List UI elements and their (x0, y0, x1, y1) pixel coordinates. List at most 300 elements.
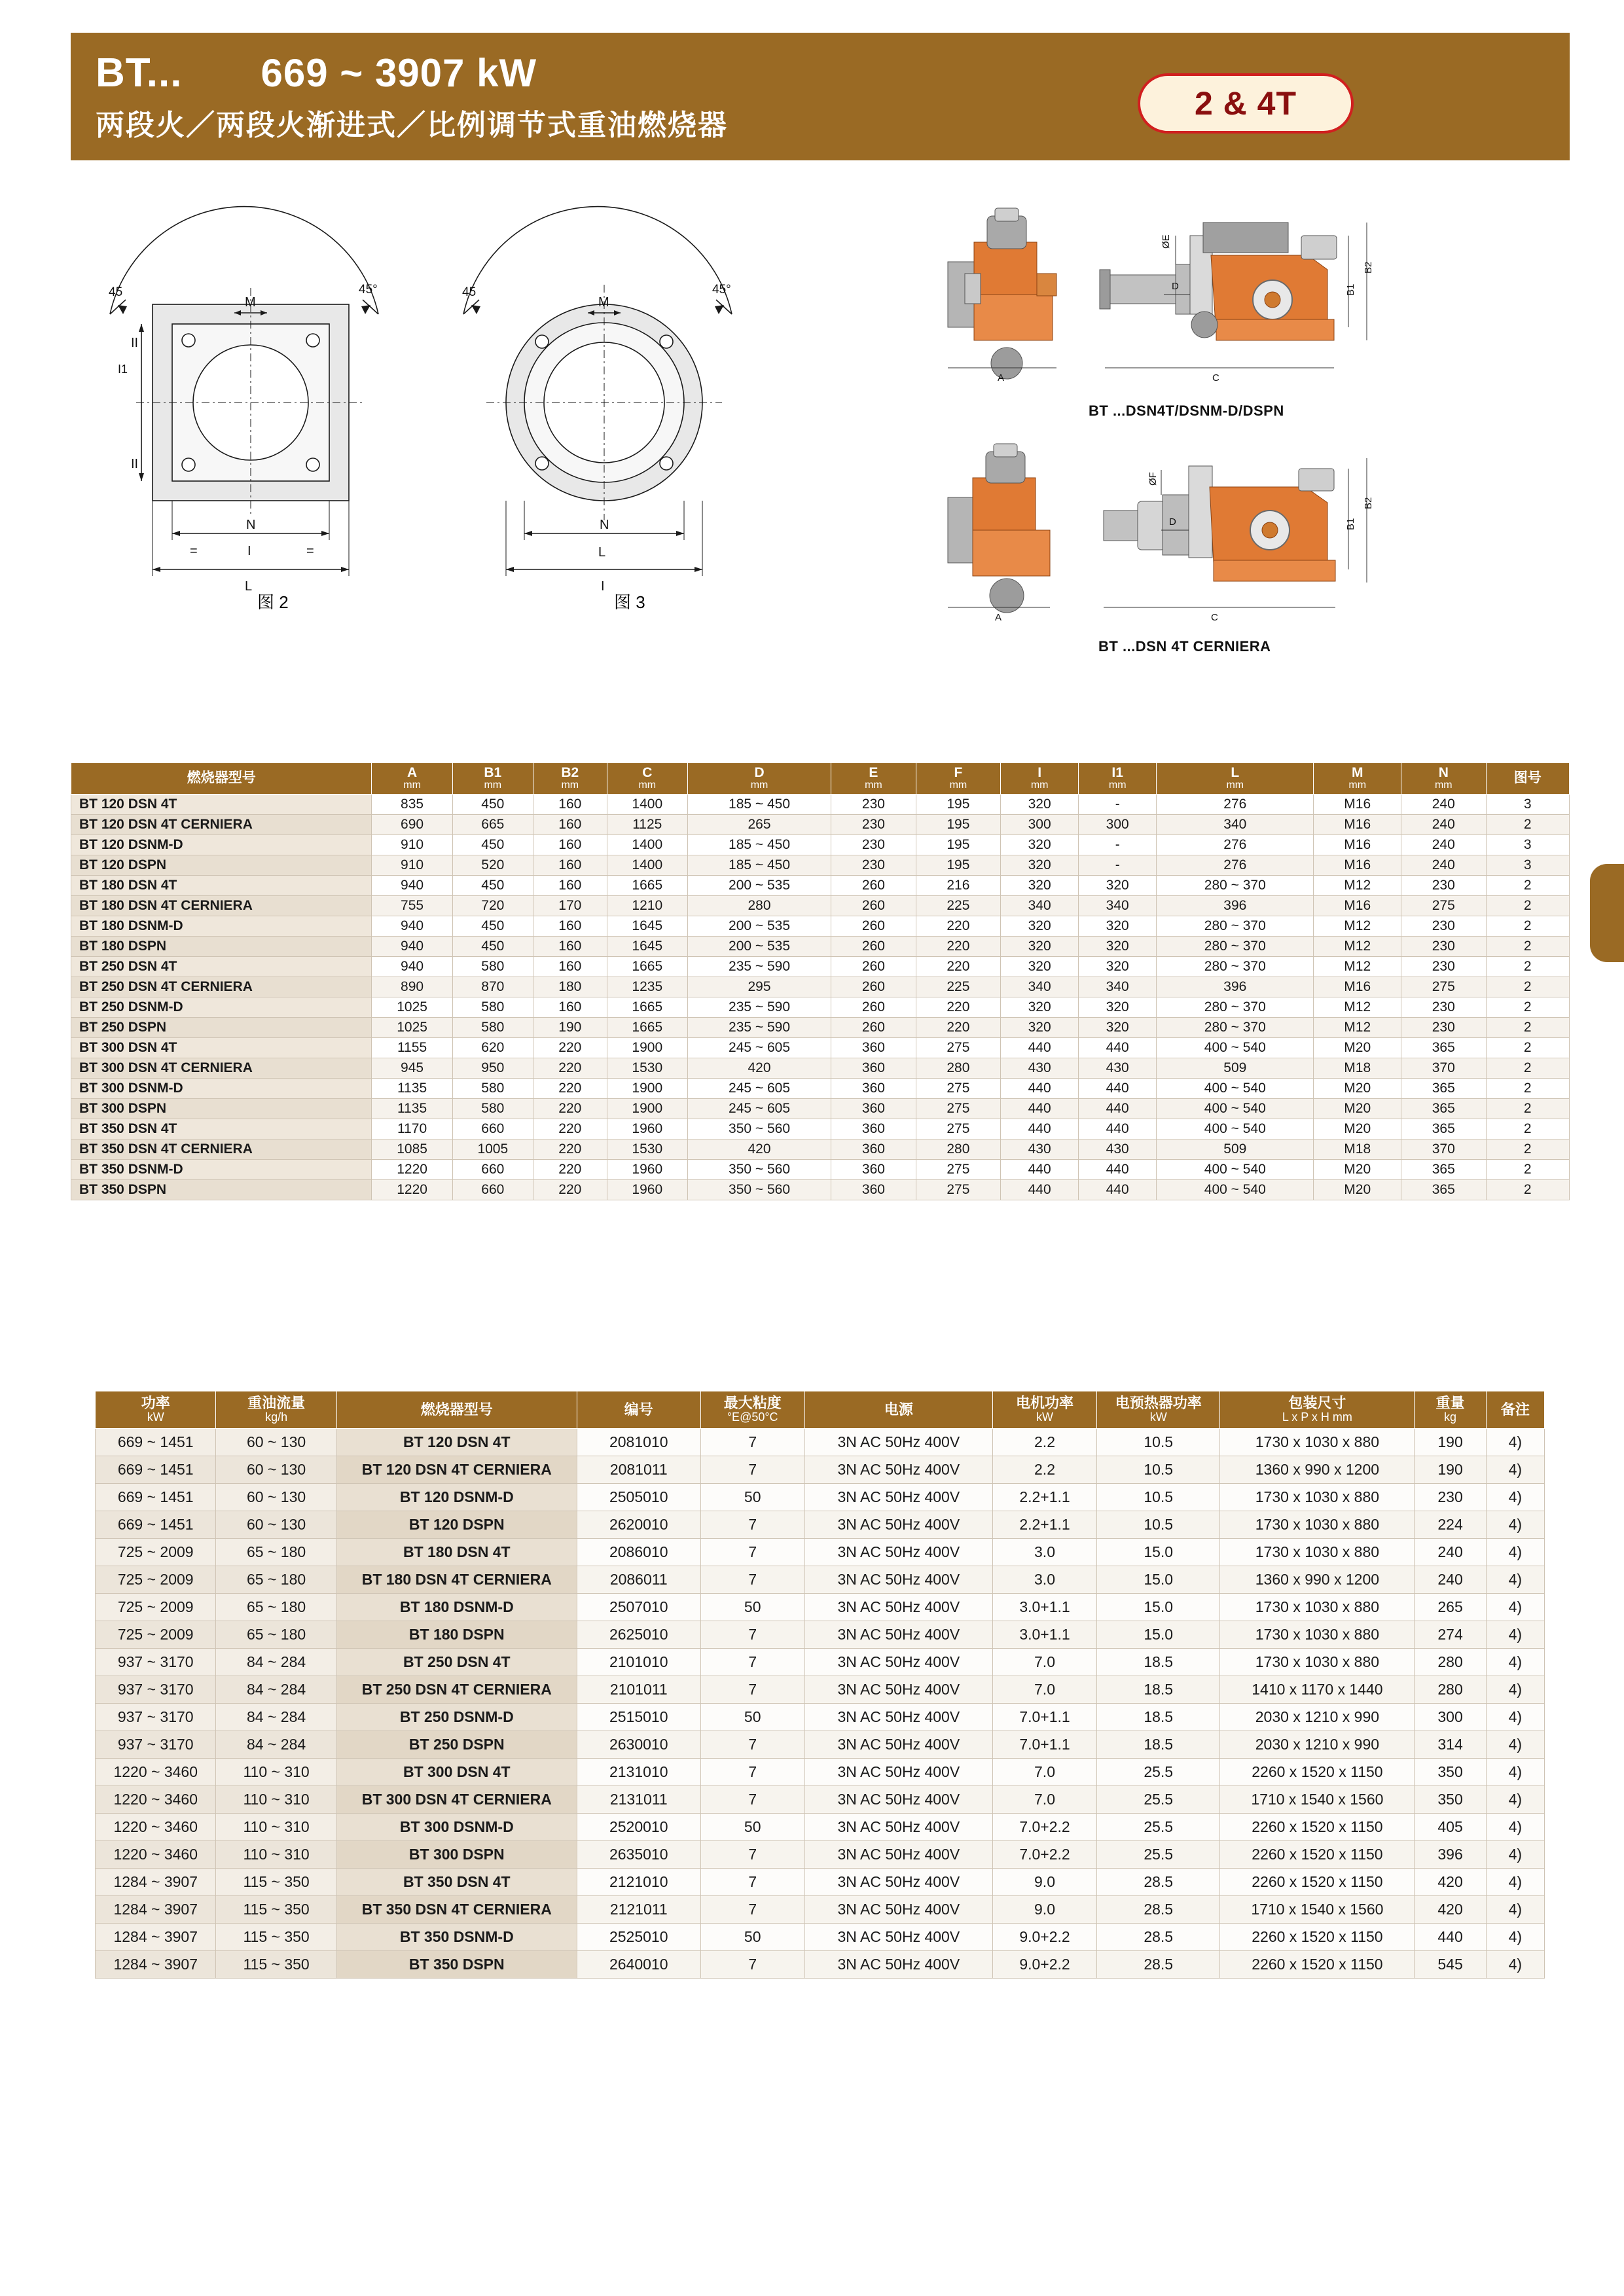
cell-value: 2 (1486, 1119, 1569, 1139)
cell-value: 25.5 (1097, 1758, 1220, 1785)
cell-value: 28.5 (1097, 1895, 1220, 1923)
cell-value: 185 ~ 450 (687, 794, 831, 814)
cell-value: 280 (1415, 1676, 1486, 1703)
cell-value: 275 (1401, 895, 1486, 916)
svg-text:A: A (995, 612, 1002, 623)
cell-value: 2086011 (577, 1566, 700, 1593)
cell-model: BT 180 DSPN (336, 1621, 577, 1648)
cell-value: 7 (700, 1840, 804, 1868)
cell-value: 190 (1415, 1456, 1486, 1483)
fig2-ii-bottom-label: II (131, 457, 139, 471)
cell-value: 15.0 (1097, 1566, 1220, 1593)
cell-value: 2.2+1.1 (992, 1511, 1096, 1538)
cell-value: 870 (452, 977, 533, 997)
cell-value: 7 (700, 1566, 804, 1593)
cell-value: 28.5 (1097, 1923, 1220, 1950)
table-row (96, 1538, 1545, 1566)
cell-value: M12 (1314, 997, 1401, 1017)
cell-value: 1730 x 1030 x 880 (1220, 1483, 1415, 1511)
cell-value: 220 (533, 1179, 607, 1200)
cell-value: 4) (1486, 1511, 1544, 1538)
cell-value: 365 (1401, 1078, 1486, 1098)
cell-model: BT 250 DSPN (71, 1017, 372, 1037)
table-row (71, 1119, 1570, 1139)
table-row (71, 1017, 1570, 1037)
cell-value: - (1079, 855, 1157, 875)
cell-value: 280 ~ 370 (1157, 1017, 1314, 1037)
table-row (96, 1731, 1545, 1758)
cell-value: 509 (1157, 1058, 1314, 1078)
cell-value: 2 (1486, 997, 1569, 1017)
cell-value: 420 (1415, 1868, 1486, 1895)
cell-value: - (1079, 794, 1157, 814)
cell-value: M16 (1314, 855, 1401, 875)
cell-value: 396 (1157, 895, 1314, 916)
cell-value: 3N AC 50Hz 400V (804, 1923, 992, 1950)
cell-value: 370 (1401, 1139, 1486, 1159)
cell-value: 940 (372, 956, 452, 977)
cell-value: 3N AC 50Hz 400V (804, 1676, 992, 1703)
cell-value: 580 (452, 997, 533, 1017)
cell-value: 320 (1001, 855, 1079, 875)
cell-value: 7.0+2.2 (992, 1813, 1096, 1840)
cell-value: 10.5 (1097, 1511, 1220, 1538)
svg-text:B2: B2 (1363, 261, 1374, 274)
cell-value: 669 ~ 1451 (96, 1511, 216, 1538)
cell-value: 320 (1079, 916, 1157, 936)
cell-value: 1220 (372, 1159, 452, 1179)
cell-value: 260 (831, 916, 916, 936)
cell-value: 160 (533, 814, 607, 834)
cell-model: BT 120 DSPN (336, 1511, 577, 1538)
table-row (96, 1621, 1545, 1648)
cell-value: 260 (831, 936, 916, 956)
th-c: C mm (607, 763, 687, 795)
cell-value: 195 (916, 855, 1000, 875)
table-row (71, 1179, 1570, 1200)
cell-value: M18 (1314, 1139, 1401, 1159)
cell-value: 320 (1001, 916, 1079, 936)
cell-value: 2 (1486, 1017, 1569, 1037)
cell-value: 280 ~ 370 (1157, 875, 1314, 895)
svg-text:ØE: ØE (1161, 234, 1172, 249)
header-subtitle: 两段火／两段火渐进式／比例调节式重油燃烧器 (96, 109, 728, 141)
cell-value: 7 (700, 1895, 804, 1923)
cell-value: 2640010 (577, 1950, 700, 1978)
cell-model: BT 300 DSNM-D (336, 1813, 577, 1840)
cell-value: M16 (1314, 814, 1401, 834)
cell-model: BT 350 DSN 4T (336, 1868, 577, 1895)
cell-value: 580 (452, 1078, 533, 1098)
cell-value: 3N AC 50Hz 400V (804, 1895, 992, 1923)
cell-value: 2121010 (577, 1868, 700, 1895)
cell-model: BT 120 DSN 4T CERNIERA (71, 814, 372, 834)
cell-value: 4) (1486, 1868, 1544, 1895)
cell-value: 3 (1486, 834, 1569, 855)
th-model: 燃烧器型号 (71, 763, 372, 795)
cell-value: 320 (1001, 875, 1079, 895)
cell-value: 2260 x 1520 x 1150 (1220, 1868, 1415, 1895)
cell-value: 240 (1401, 794, 1486, 814)
fig2-angle-right-label: 45° (359, 283, 378, 296)
cell-value: 320 (1079, 956, 1157, 977)
cell-value: 3N AC 50Hz 400V (804, 1840, 992, 1868)
cell-value: 25.5 (1097, 1840, 1220, 1868)
cell-value: 509 (1157, 1139, 1314, 1159)
table-row (96, 1785, 1545, 1813)
cell-value: 4) (1486, 1895, 1544, 1923)
cell-value: 7 (700, 1676, 804, 1703)
cell-value: 170 (533, 895, 607, 916)
cell-value: 200 ~ 535 (687, 936, 831, 956)
cell-value: 360 (831, 1037, 916, 1058)
cell-value: 440 (1415, 1923, 1486, 1950)
cell-value: 180 (533, 977, 607, 997)
page-side-tab (1590, 864, 1624, 962)
cell-value: 50 (700, 1593, 804, 1621)
cell-value: 340 (1079, 977, 1157, 997)
cell-value: 110 ~ 310 (216, 1813, 336, 1840)
cell-value: 440 (1001, 1037, 1079, 1058)
cell-value: 230 (1401, 916, 1486, 936)
cell-value: 28.5 (1097, 1950, 1220, 1978)
cell-value: 160 (533, 916, 607, 936)
cell-value: 84 ~ 284 (216, 1703, 336, 1731)
cell-value: 265 (1415, 1593, 1486, 1621)
cell-value: 910 (372, 834, 452, 855)
cell-value: 450 (452, 875, 533, 895)
cell-value: 7.0+2.2 (992, 1840, 1096, 1868)
th-preheater-power: 电预热器功率 kW (1097, 1391, 1220, 1429)
cell-value: 3N AC 50Hz 400V (804, 1648, 992, 1676)
cell-value: 360 (831, 1098, 916, 1119)
svg-text:A: A (998, 372, 1005, 384)
figure-2-caption: 图 2 (257, 592, 289, 612)
cell-value: 1235 (607, 977, 687, 997)
cell-model: BT 180 DSN 4T CERNIERA (336, 1566, 577, 1593)
table-row (71, 814, 1570, 834)
cell-model: BT 250 DSN 4T (71, 956, 372, 977)
cell-value: M12 (1314, 1017, 1401, 1037)
cell-value: 320 (1079, 936, 1157, 956)
cell-value: 3.0+1.1 (992, 1593, 1096, 1621)
cell-value: 360 (831, 1159, 916, 1179)
cell-value: M20 (1314, 1159, 1401, 1179)
cell-value: 725 ~ 2009 (96, 1538, 216, 1566)
cell-value: 340 (1157, 814, 1314, 834)
cell-value: 520 (452, 855, 533, 875)
cell-value: 669 ~ 1451 (96, 1456, 216, 1483)
cell-value: - (1079, 834, 1157, 855)
th-e: E mm (831, 763, 916, 795)
cell-model: BT 350 DSN 4T (71, 1119, 372, 1139)
cell-value: 2.2 (992, 1428, 1096, 1456)
cell-value: 230 (831, 814, 916, 834)
table-row (96, 1483, 1545, 1511)
cell-value: 1665 (607, 1017, 687, 1037)
cell-value: 10.5 (1097, 1428, 1220, 1456)
cell-value: 200 ~ 535 (687, 875, 831, 895)
cell-model: BT 120 DSN 4T CERNIERA (336, 1456, 577, 1483)
cell-value: 110 ~ 310 (216, 1758, 336, 1785)
cell-model: BT 300 DSN 4T CERNIERA (336, 1785, 577, 1813)
cell-value: 725 ~ 2009 (96, 1593, 216, 1621)
th-b1: B1 mm (452, 763, 533, 795)
th-model: 燃烧器型号 (336, 1391, 577, 1429)
cell-value: 9.0 (992, 1868, 1096, 1895)
cell-value: 3N AC 50Hz 400V (804, 1593, 992, 1621)
cell-value: 7.0 (992, 1785, 1096, 1813)
cell-model: BT 120 DSN 4T (71, 794, 372, 814)
fig2-l-label: L (245, 579, 253, 594)
cell-value: 160 (533, 875, 607, 895)
cell-value: 160 (533, 794, 607, 814)
cell-value: 937 ~ 3170 (96, 1703, 216, 1731)
table-row (96, 1703, 1545, 1731)
th-code: 编号 (577, 1391, 700, 1429)
th-i1: I1 mm (1079, 763, 1157, 795)
cell-model: BT 180 DSN 4T (336, 1538, 577, 1566)
cell-value: 260 (831, 956, 916, 977)
cell-value: 430 (1001, 1139, 1079, 1159)
cell-value: 7 (700, 1428, 804, 1456)
cell-value: 1730 x 1030 x 880 (1220, 1621, 1415, 1648)
th-oil-flow: 重油流量 kg/h (216, 1391, 336, 1429)
cell-model: BT 250 DSNM-D (71, 997, 372, 1017)
cell-value: 50 (700, 1483, 804, 1511)
cell-value: 190 (1415, 1428, 1486, 1456)
cell-value: 300 (1001, 814, 1079, 834)
cell-value: 28.5 (1097, 1868, 1220, 1895)
cell-model: BT 350 DSPN (71, 1179, 372, 1200)
cell-value: 7 (700, 1758, 804, 1785)
cell-value: 4) (1486, 1621, 1544, 1648)
cell-value: 10.5 (1097, 1483, 1220, 1511)
cell-value: 2520010 (577, 1813, 700, 1840)
cell-value: 440 (1001, 1159, 1079, 1179)
table-row (96, 1593, 1545, 1621)
cell-value: 230 (831, 834, 916, 855)
cell-model: BT 120 DSNM-D (336, 1483, 577, 1511)
cell-value: 4) (1486, 1731, 1544, 1758)
cell-value: 2515010 (577, 1703, 700, 1731)
cell-value: 3N AC 50Hz 400V (804, 1621, 992, 1648)
cell-value: 230 (831, 855, 916, 875)
header-model: BT... (96, 50, 183, 96)
cell-value: 280 (916, 1058, 1000, 1078)
cell-value: 3N AC 50Hz 400V (804, 1868, 992, 1895)
cell-value: 2625010 (577, 1621, 700, 1648)
cell-value: 2030 x 1210 x 990 (1220, 1731, 1415, 1758)
cell-value: 2260 x 1520 x 1150 (1220, 1923, 1415, 1950)
cell-value: 275 (1401, 977, 1486, 997)
cell-value: M16 (1314, 977, 1401, 997)
cell-value: 18.5 (1097, 1731, 1220, 1758)
cell-value: 3N AC 50Hz 400V (804, 1758, 992, 1785)
cell-value: 2620010 (577, 1511, 700, 1538)
cell-value: 260 (831, 977, 916, 997)
cell-value: 340 (1001, 977, 1079, 997)
burner-photo-dsn4t (909, 196, 1419, 393)
cell-value: 4) (1486, 1676, 1544, 1703)
cell-value: 4) (1486, 1483, 1544, 1511)
cell-value: 430 (1079, 1139, 1157, 1159)
cell-value: 4) (1486, 1923, 1544, 1950)
table-row (96, 1456, 1545, 1483)
cell-value: 1730 x 1030 x 880 (1220, 1648, 1415, 1676)
cell-value: M12 (1314, 936, 1401, 956)
cell-value: 360 (831, 1179, 916, 1200)
cell-value: 260 (831, 895, 916, 916)
svg-text:B1: B1 (1345, 518, 1356, 530)
cell-model: BT 250 DSN 4T CERNIERA (71, 977, 372, 997)
cell-value: 2260 x 1520 x 1150 (1220, 1813, 1415, 1840)
cell-value: 400 ~ 540 (1157, 1179, 1314, 1200)
cell-value: 1410 x 1170 x 1440 (1220, 1676, 1415, 1703)
cell-model: BT 250 DSN 4T (336, 1648, 577, 1676)
cell-value: 365 (1401, 1159, 1486, 1179)
table-row (71, 916, 1570, 936)
cell-value: 400 ~ 540 (1157, 1078, 1314, 1098)
cell-value: 25.5 (1097, 1813, 1220, 1840)
cell-model: BT 180 DSPN (71, 936, 372, 956)
table-row (71, 794, 1570, 814)
cell-value: 50 (700, 1813, 804, 1840)
cell-value: 1284 ~ 3907 (96, 1895, 216, 1923)
cell-value: 4) (1486, 1840, 1544, 1868)
cell-value: 1210 (607, 895, 687, 916)
cell-value: 450 (452, 936, 533, 956)
cell-value: 340 (1001, 895, 1079, 916)
cell-value: 400 ~ 540 (1157, 1037, 1314, 1058)
figure-3-drawing (424, 177, 791, 635)
table-row (96, 1428, 1545, 1456)
th-m: M mm (1314, 763, 1401, 795)
cell-value: 7 (700, 1868, 804, 1895)
cell-value: 2.2 (992, 1456, 1096, 1483)
cell-value: 7 (700, 1621, 804, 1648)
fig2-i1-label: I1 (118, 363, 128, 376)
cell-model: BT 300 DSN 4T (336, 1758, 577, 1785)
cell-value: 405 (1415, 1813, 1486, 1840)
cell-model: BT 350 DSPN (336, 1950, 577, 1978)
cell-value: 400 ~ 540 (1157, 1098, 1314, 1119)
cell-value: 230 (1401, 936, 1486, 956)
cell-value: 660 (452, 1159, 533, 1179)
cell-value: 110 ~ 310 (216, 1840, 336, 1868)
cell-value: 3N AC 50Hz 400V (804, 1785, 992, 1813)
cell-value: 1025 (372, 997, 452, 1017)
cell-model: BT 180 DSN 4T CERNIERA (71, 895, 372, 916)
cell-value: 185 ~ 450 (687, 834, 831, 855)
cell-value: 340 (1079, 895, 1157, 916)
cell-value: 2030 x 1210 x 990 (1220, 1703, 1415, 1731)
cell-value: 275 (916, 1037, 1000, 1058)
cell-value: 320 (1001, 1017, 1079, 1037)
cell-value: 2 (1486, 977, 1569, 997)
cell-value: 265 (687, 814, 831, 834)
cell-value: 220 (533, 1098, 607, 1119)
cell-value: 3N AC 50Hz 400V (804, 1731, 992, 1758)
cell-value: 2 (1486, 956, 1569, 977)
cell-value: 396 (1415, 1840, 1486, 1868)
cell-value: M12 (1314, 916, 1401, 936)
cell-value: 280 (916, 1139, 1000, 1159)
table-row (96, 1758, 1545, 1785)
cell-value: 450 (452, 916, 533, 936)
cell-value: 1220 ~ 3460 (96, 1813, 216, 1840)
th-power-supply: 电源 (804, 1391, 992, 1429)
cell-value: 1530 (607, 1139, 687, 1159)
fig2-eq-left: = (190, 544, 198, 558)
cell-value: 300 (1415, 1703, 1486, 1731)
cell-value: 3N AC 50Hz 400V (804, 1566, 992, 1593)
cell-value: 2 (1486, 1058, 1569, 1078)
cell-value: 195 (916, 814, 1000, 834)
cell-value: 275 (916, 1179, 1000, 1200)
cell-value: 230 (1401, 956, 1486, 977)
cell-value: 1360 x 990 x 1200 (1220, 1566, 1415, 1593)
cell-model: BT 180 DSN 4T (71, 875, 372, 895)
cell-value: 10.5 (1097, 1456, 1220, 1483)
cell-value: 1665 (607, 956, 687, 977)
fig3-angle-left-label: 45 (462, 285, 477, 299)
cell-model: BT 250 DSN 4T CERNIERA (336, 1676, 577, 1703)
cell-model: BT 120 DSPN (71, 855, 372, 875)
cell-value: 245 ~ 605 (687, 1078, 831, 1098)
table-row (71, 834, 1570, 855)
th-l: L mm (1157, 763, 1314, 795)
cell-value: 2 (1486, 1098, 1569, 1119)
specifications-table (95, 1391, 1545, 1979)
cell-value: 320 (1001, 794, 1079, 814)
table-row (71, 1159, 1570, 1179)
cell-model: BT 250 DSPN (336, 1731, 577, 1758)
cell-value: 260 (831, 997, 916, 1017)
cell-value: 230 (1401, 875, 1486, 895)
cell-value: 220 (533, 1078, 607, 1098)
cell-value: 4) (1486, 1456, 1544, 1483)
cell-value: 3N AC 50Hz 400V (804, 1428, 992, 1456)
cell-model: BT 300 DSPN (71, 1098, 372, 1119)
table-row (71, 855, 1570, 875)
cell-value: 235 ~ 590 (687, 956, 831, 977)
cell-value: 1645 (607, 936, 687, 956)
cell-value: 396 (1157, 977, 1314, 997)
cell-value: 235 ~ 590 (687, 997, 831, 1017)
cell-value: 365 (1401, 1037, 1486, 1058)
cell-value: 4) (1486, 1566, 1544, 1593)
cell-value: 160 (533, 936, 607, 956)
cell-value: 18.5 (1097, 1676, 1220, 1703)
cell-model: BT 250 DSNM-D (336, 1703, 577, 1731)
cell-value: 360 (831, 1139, 916, 1159)
cell-value: 440 (1079, 1098, 1157, 1119)
cell-value: 2 (1486, 1179, 1569, 1200)
cell-value: 220 (916, 936, 1000, 956)
cell-value: 185 ~ 450 (687, 855, 831, 875)
th-i: I mm (1001, 763, 1079, 795)
cell-value: 937 ~ 3170 (96, 1648, 216, 1676)
cell-value: 360 (831, 1058, 916, 1078)
cell-model: BT 120 DSNM-D (71, 834, 372, 855)
figure-2-drawing (71, 177, 437, 635)
fig2-angle-left-label: 45 (109, 285, 123, 299)
cell-value: 350 (1415, 1785, 1486, 1813)
cell-value: 9.0 (992, 1895, 1096, 1923)
table-row (96, 1813, 1545, 1840)
table-row (71, 1078, 1570, 1098)
